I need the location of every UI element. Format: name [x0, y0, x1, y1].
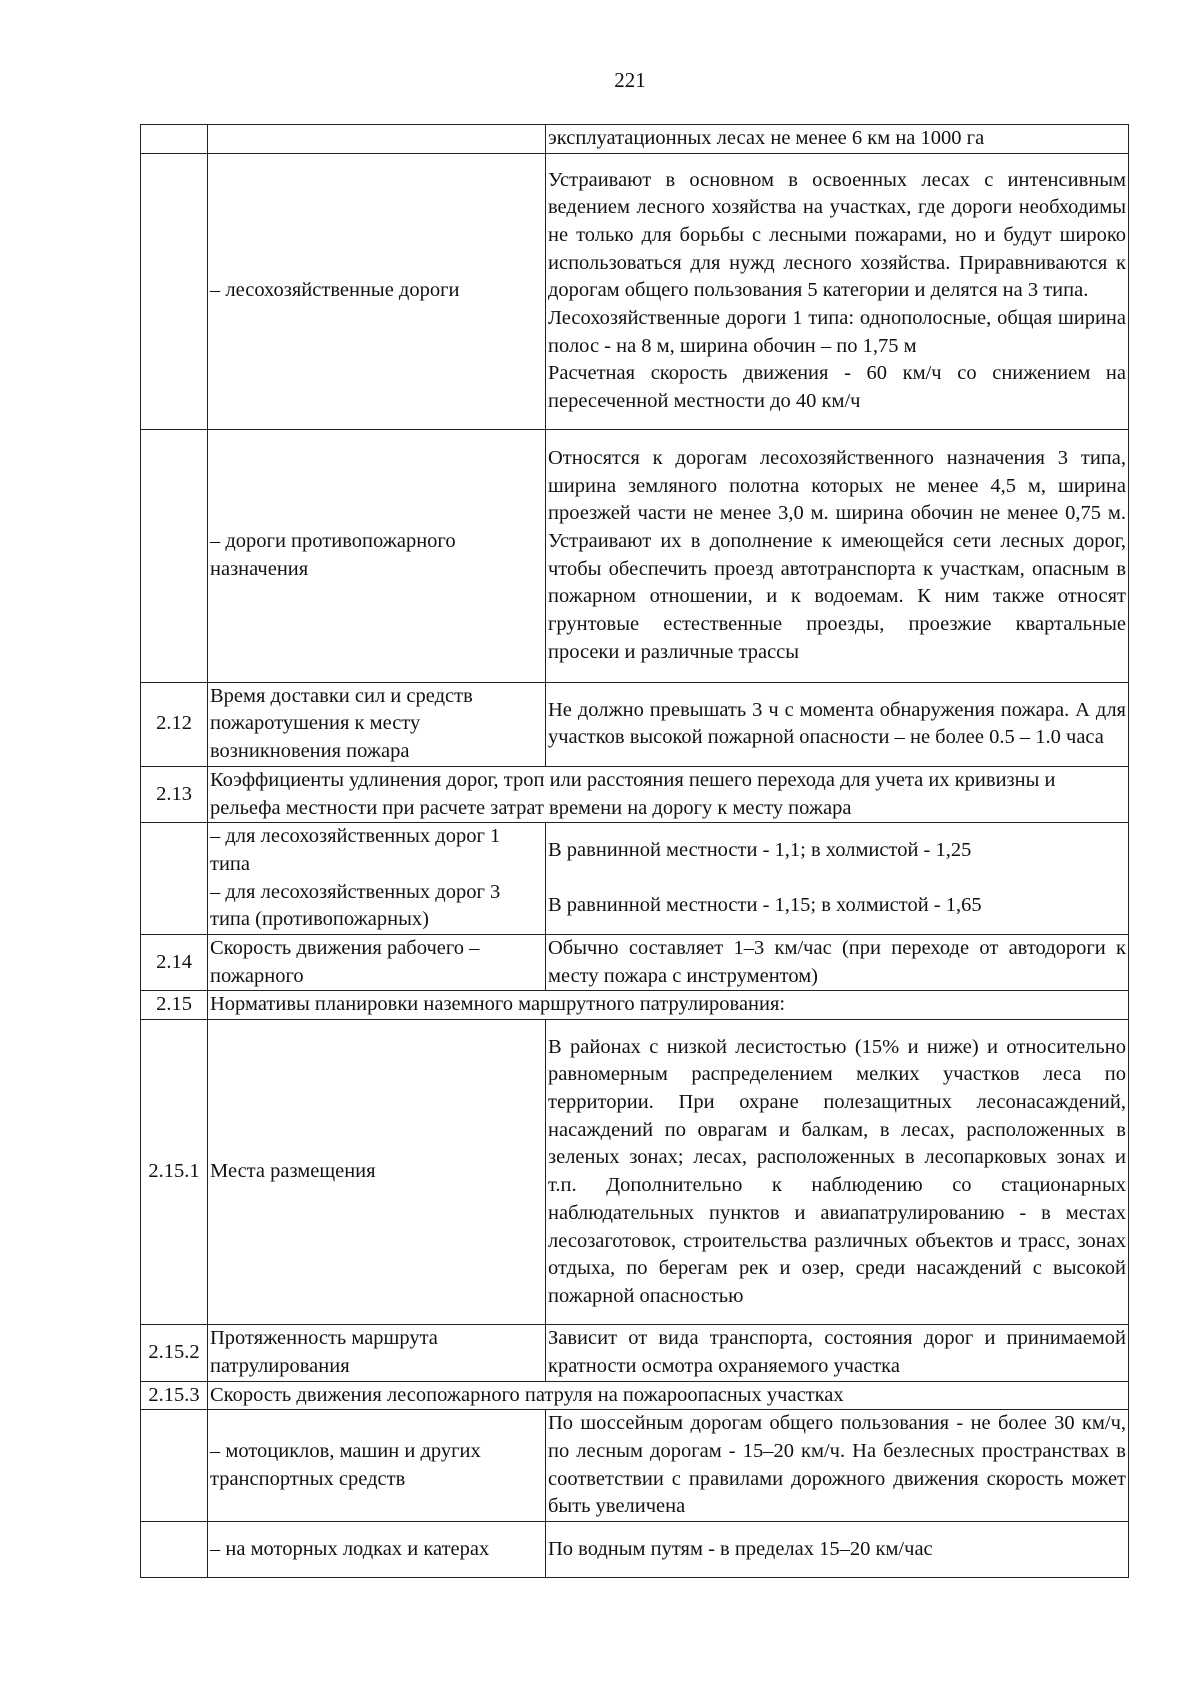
- row-section-title: Скорость движения лесопожарного патруля на пожароопасных участках: [208, 1381, 1129, 1410]
- row-number: [141, 125, 208, 154]
- row-label: [208, 125, 546, 154]
- row-label: Скорость движения рабочего – пожарного: [208, 935, 546, 991]
- table-row: [141, 1522, 1129, 1578]
- label-item: – для лесохозяйственных дорог 1 типа: [210, 825, 501, 875]
- row-description: [546, 153, 1129, 429]
- row-number: 2.15.3: [141, 1381, 208, 1410]
- row-description: По водным путям - в пределах 15–20 км/час: [546, 1522, 1129, 1578]
- row-label: [208, 823, 546, 935]
- table-row: [141, 766, 1129, 822]
- table-row: [141, 1020, 1129, 1325]
- table-row: [141, 935, 1129, 991]
- row-description: По шоссейным дорогам общего пользования - не более 30 км/ч, по лесным дорогам - 15–20 км/ч. На безлесных пространствах в соответствии с правилами дорожного движения скорость может быть увеличена: [546, 1410, 1129, 1522]
- row-label: – дороги противопожарного назначения: [208, 429, 546, 682]
- row-section-title: Коэффициенты удлинения дорог, троп или расстояния пешего перехода для учета их кривизны и рельефа местности при расчете затрат времени на дорогу к месту пожара: [208, 766, 1129, 822]
- row-label: Протяженность маршрута патрулирования: [208, 1325, 546, 1381]
- table-row: [141, 682, 1129, 766]
- description-paragraph: Устраивают в основном в освоенных лесах с интенсивным ведением лесного хозяйства на участках, где дороги необходимы не только для борьбы с лесными пожарами, но и будут широко использоваться для нужд лесного хозяйства. Приравниваются к дорогам общего пользования 5 категории и делятся на 3 типа.: [548, 168, 1126, 302]
- row-label: Места размещения: [208, 1020, 546, 1325]
- table-row: [141, 991, 1129, 1020]
- row-number: [141, 823, 208, 935]
- row-label: – лесохозяйственные дороги: [208, 153, 546, 429]
- description-item: В равнинной местности - 1,15; в холмистой - 1,65: [548, 894, 982, 917]
- row-number: [141, 1410, 208, 1522]
- row-number: 2.14: [141, 935, 208, 991]
- row-description: [546, 823, 1129, 935]
- row-description: Относятся к дорогам лесохозяйственного назначения 3 типа, ширина земляного полотна которых не менее 4,5 м, ширина проезжей части не менее 3,0 м. ширина обочин не менее 0,75 м. Устраивают их в дополнение к имеющейся сети лесных дорог, чтобы обеспечить проезд автотранспорта к участкам, опасным в пожарном отношении, и к водоемам. К ним также относят грунтовые естественные проезды, проезжие квартальные просеки и различные трассы: [546, 429, 1129, 682]
- row-description: Зависит от вида транспорта, состояния дорог и принимаемой кратности осмотра охраняемого участка: [546, 1325, 1129, 1381]
- row-number: 2.15.2: [141, 1325, 208, 1381]
- row-description: В районах с низкой лесистостью (15% и ниже) и относительно равномерным распределением мелких участков леса по территории. При охране полезащитных лесонасаждений, насаждений по оврагам и балкам, в лесах, расположенных в зеленых зонах; лесах, расположенных в лесопарковых зонах и т.п. Дополнительно к наблюдению со стационарных наблюдательных пунктов и авиапатрулированию - в местах лесозаготовок, строительства различных объектов и трасс, зонах отдыха, по берегам рек и озер, среди насаждений с высокой пожарной опасностью: [546, 1020, 1129, 1325]
- table-row: [141, 153, 1129, 429]
- row-number: 2.15: [141, 991, 208, 1020]
- page-number: 221: [614, 68, 646, 92]
- table-row: [141, 429, 1129, 682]
- table-row: [141, 1325, 1129, 1381]
- row-number: 2.13: [141, 766, 208, 822]
- row-label: – на моторных лодках и катерах: [208, 1522, 546, 1578]
- row-description: Обычно составляет 1–3 км/час (при переходе от автодороги к месту пожара с инструментом): [546, 935, 1129, 991]
- row-number: 2.15.1: [141, 1020, 208, 1325]
- description-paragraph: Расчетная скорость движения - 60 км/ч со снижением на пересеченной местности до 40 км/ч: [548, 362, 1126, 413]
- label-item: – для лесохозяйственных дорог 3 типа (противопожарных): [210, 880, 501, 931]
- row-label: Время доставки сил и средств пожаротушения к месту возникновения пожара: [208, 682, 546, 766]
- row-section-title: Нормативы планировки наземного маршрутного патрулирования:: [208, 991, 1129, 1020]
- row-number: [141, 153, 208, 429]
- table-row: [141, 823, 1129, 935]
- table-row: [141, 1381, 1129, 1410]
- description-item: В равнинной местности - 1,1; в холмистой - 1,25: [548, 839, 972, 862]
- row-number: 2.12: [141, 682, 208, 766]
- row-label: – мотоциклов, машин и других транспортных средств: [208, 1410, 546, 1522]
- row-description: эксплуатационных лесах не менее 6 км на 1000 га: [546, 125, 1129, 154]
- row-description: Не должно превышать 3 ч с момента обнаружения пожара. А для участков высокой пожарной опасности – не более 0.5 – 1.0 часа: [546, 682, 1129, 766]
- row-number: [141, 429, 208, 682]
- row-number: [141, 1522, 208, 1578]
- description-paragraph: Лесохозяйственные дороги 1 типа: однополосные, общая ширина полос - на 8 м, ширина обочин – по 1,75 м: [548, 307, 1126, 357]
- norms-table: [140, 124, 1129, 1578]
- table-row: [141, 125, 1129, 154]
- table-row: [141, 1410, 1129, 1522]
